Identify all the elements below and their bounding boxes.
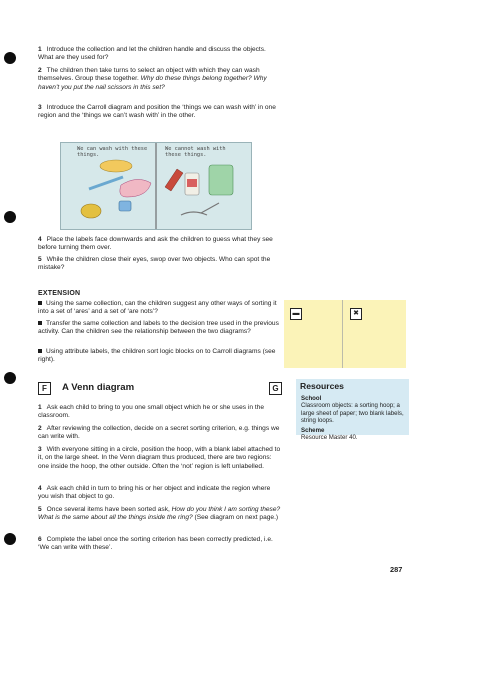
extension-bullet-3 (38, 348, 282, 365)
step-text: After reviewing the collection, decide on a secret sorting criterion, e.g. things we can write with. (38, 425, 280, 441)
step-number: 5 (38, 506, 42, 513)
section-heading (38, 382, 282, 396)
punch-hole-1 (4, 52, 16, 64)
carroll-diagram-illustration (60, 142, 252, 230)
tin-drawing (209, 165, 233, 195)
punch-hole-3 (4, 372, 16, 384)
punch-hole-2 (4, 211, 16, 223)
resources-heading: Resources (300, 381, 344, 391)
step-note: (See diagram on next page.) (194, 514, 279, 522)
step-text: The children then take turns to select an object with which they can wash themselves. Group these together. (38, 67, 260, 83)
step-question: How do you think I am sorting these? What is the same about all the things inside the ring? (38, 506, 281, 522)
carroll-objects-drawing (61, 143, 251, 229)
scheme-text: Resource Master 40. (301, 434, 358, 442)
nailbrush-drawing (119, 201, 131, 211)
step-text: Ask each child in turn to bring his or her object and indicate the region where you wish that object to go. (38, 485, 271, 501)
school-heading: School (301, 395, 322, 402)
school-text: Classroom objects: a sorting hoop; a large sheet of paper; two blank labels, string loops. (301, 402, 404, 425)
venn-step-4 (38, 485, 282, 502)
punch-hole-4 (4, 533, 16, 545)
bullet-icon (38, 301, 42, 305)
venn-step-1 (38, 404, 282, 421)
step-number: 2 (38, 425, 42, 432)
step-number: 4 (38, 485, 42, 492)
bullet-text: Transfer the same collection and labels to the decision tree used in the previous activity. Can the children see the relationship between the two diagrams? (38, 320, 279, 336)
extension-bullet-2 (38, 320, 282, 337)
step-5 (38, 256, 282, 273)
carroll-left-label: We can wash with these things. (77, 146, 148, 158)
step-4 (38, 236, 282, 253)
step-2 (38, 67, 282, 92)
step-1 (38, 46, 282, 63)
page-number: 287 (390, 565, 403, 574)
venn-step-6 (38, 536, 282, 553)
extension-bullet-1 (38, 300, 282, 317)
step-number: 2 (38, 67, 42, 74)
step-text: With everyone sitting in a circle, position the hoop, with a blank label attached to it, on the large sheet. In the Venn diagram thus produced, there are two regions: one inside the hoop, the other outside. Often the ‘not’ region is left unlabelled. (38, 446, 281, 470)
scheme-heading: Scheme (301, 426, 325, 434)
step-number: 1 (38, 404, 42, 411)
step-text: Introduce the collection and let the children handle and discuss the objects. What are they used for? (38, 46, 266, 62)
sponge-drawing (81, 204, 101, 218)
step-number: 6 (38, 536, 42, 543)
extension-heading: EXTENSION (38, 290, 81, 297)
step-text: While the children close their eyes, swop over two objects. Who can spot the mistake? (38, 256, 271, 272)
attribute-carroll-diagram (284, 300, 406, 368)
scissors-drawing (181, 203, 219, 215)
bullet-text: Using attribute labels, the children sort logic blocks on to Carroll diagrams (see right). (38, 348, 276, 364)
step-number: 5 (38, 256, 42, 263)
carroll-right-label: We cannot wash with these things. (165, 146, 226, 158)
section-title: A Venn diagram (62, 382, 135, 393)
soap-drawing (100, 160, 132, 172)
step-3 (38, 104, 282, 121)
step-number: 3 (38, 104, 42, 111)
venn-step-3 (38, 446, 282, 471)
bullet-icon (38, 321, 42, 325)
section-badge-f: F (38, 382, 51, 395)
section-badge-g: G (269, 382, 282, 395)
toothbrush-drawing (89, 177, 123, 189)
step-number: 3 (38, 446, 42, 453)
bullet-text: Using the same collection, can the children suggest any other ways of sorting it into a set of ‘ares’ and a set of ‘are nots’? (38, 300, 277, 316)
attribute-label-cross: ✖ (350, 308, 362, 320)
attribute-label-not: ▬ (290, 308, 302, 320)
venn-step-2 (38, 425, 282, 442)
comb-drawing (165, 169, 183, 191)
bullet-icon (38, 349, 42, 353)
step-text: Introduce the Carroll diagram and position the ‘things we can wash with’ in one region and the ‘things we can’t wash with’ in the other. (38, 104, 276, 120)
step-text: Once several items have been sorted ask, (46, 506, 170, 513)
step-text: Complete the label once the sorting criterion has been correctly predicted, i.e. ‘We can write with these’. (38, 536, 273, 552)
step-number: 1 (38, 46, 42, 53)
step-question: Why do these things belong together? Why haven’t you put the nail scissors in this set? (38, 75, 267, 91)
step-text: Place the labels face downwards and ask the children to guess what they see before turning them over. (38, 236, 273, 252)
step-number: 4 (38, 236, 42, 243)
step-text: Ask each child to bring to you one small object which he or she uses in the classroom. (38, 404, 265, 420)
flannel-drawing (120, 179, 151, 197)
venn-step-5 (38, 506, 282, 523)
